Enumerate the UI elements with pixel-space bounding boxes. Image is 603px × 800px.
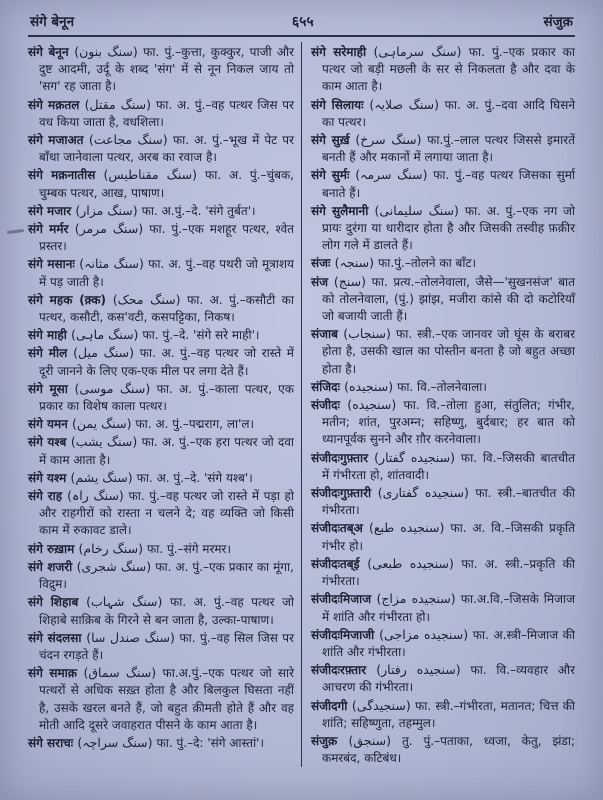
entry-definition: फा. स्त्री.–बातचीत की गंभीरता।: [322, 486, 575, 518]
entry-headword: संगे मूसा: [28, 381, 75, 396]
entry-urdu-script: (سنجيده طبع): [368, 520, 451, 536]
dictionary-entry: [311, 484, 575, 519]
dictionary-entry: [28, 131, 294, 166]
entry-headword: संजीदःतब्अ: [311, 521, 369, 536]
columns-container: [28, 37, 575, 767]
entry-definition: फा. वि.–तोलनेवाला।: [397, 379, 487, 394]
dictionary-entry: [311, 519, 575, 554]
right-column: [302, 37, 575, 767]
dictionary-entry: [28, 487, 294, 540]
entry-urdu-script: (سنجہ): [334, 255, 379, 271]
entry-definition: फा. अ. पुं.–एक प्रकार का मूंगा, विद्रुम।: [39, 559, 294, 592]
entry-headword: संगे यमन: [28, 417, 73, 432]
entry-definition: फा. पुं.–दे. 'संगे सरे माही'।: [142, 328, 260, 343]
entry-urdu-script: (سنجيده گفتار): [374, 449, 461, 465]
dictionary-entry: [28, 291, 294, 326]
dictionary-entry: [28, 326, 294, 344]
entry-headword: संगे यश्ब: [28, 435, 71, 450]
left-column: [28, 37, 301, 767]
entry-headword: संगे संदलसा: [28, 630, 87, 645]
entry-definition: फा.पुं.–तोलने का बाँट।: [378, 256, 477, 271]
entry-definition: फा. स्त्री.–एक जानवर जो घूंस के बराबर होता है, उसकी खाल का पोस्तीन बनता है जो बहुत अच्छा होता है।: [322, 327, 575, 376]
entry-urdu-script: (سنگ مجاعت): [88, 132, 173, 148]
entry-definition: फा. पुं.–कुत्ता, कुक्कुर, पाजी और दुष्ट आदमी, उर्दू के शब्द 'संग' में से नून निकल जाय तो 'सग' रह जाता है।: [39, 45, 295, 94]
entry-headword: संगे सरेमाही: [311, 45, 374, 59]
entry-definition: फा. पुं.–एक प्रकार का पत्थर जो बड़ी मछली के सर से निकलता है और दवा के काम आता है।: [322, 45, 575, 94]
page-number: ६५५: [291, 14, 314, 30]
dictionary-entry: [28, 433, 294, 468]
entry-definition: फा. पुं.–वह सिल जिस पर चंदन रगड़ते हैं।: [39, 630, 294, 662]
entry-definition: फा. अ.स्त्री–मिजाज की शांति और गंभीरता।: [322, 627, 576, 659]
entry-headword: संजीदःमिजाज: [311, 592, 377, 607]
entry-headword: संगे शजरी: [28, 559, 77, 574]
dictionary-entry: [311, 555, 575, 590]
entry-urdu-script: (سنگ مقتل): [84, 96, 156, 112]
entry-urdu-script: (سنگ يشب): [70, 434, 142, 450]
entry-headword: संजीदःगुफ़्तारी: [311, 486, 378, 501]
entry-headword: संगे मील: [28, 346, 74, 361]
entry-urdu-script: (سنجاب): [343, 326, 396, 342]
entry-definition: फा.पुं.–लाल पत्थर जिससे इमारतें बनती हैं और मकानों में लगाया जाता है।: [322, 133, 575, 165]
entry-definition: फा. अ. पुं.–वह पत्थर जो रास्ते में दूरी जानने के लिए एक-एक मील पर लगा देते हैं।: [39, 346, 294, 378]
entry-urdu-script: (سنگ مثانہ): [79, 256, 149, 272]
dictionary-entry: [311, 43, 575, 96]
entry-definition: फा. अ. पुं.–कसौटी का पत्थर, कसौटी, कस'वटी, कसपट्टिका, निकष।: [39, 292, 295, 325]
entry-headword: संगे यश्म: [28, 470, 71, 485]
entry-urdu-script: (سنجيده مزاجی): [379, 626, 473, 642]
dictionary-entry: [28, 558, 294, 593]
entry-urdu-script: (سنجيدگی): [351, 697, 416, 713]
entry-headword: संगे मर्मर: [28, 222, 75, 237]
dictionary-entry: [311, 273, 575, 326]
entry-urdu-script: (سنگ صندل سا): [86, 629, 180, 645]
dictionary-entry: [28, 202, 294, 220]
entry-definition: फा. अ. वि.–जिसकी प्रकृति गंभीर हो।: [322, 521, 575, 553]
entry-urdu-script: (سنگ سراچہ): [77, 734, 157, 750]
entry-headword: संगे मसानः: [28, 257, 80, 272]
entry-definition: फा. अ. पुं.–दे. 'संगे यश्ब'।: [136, 470, 253, 485]
dictionary-entry: [28, 96, 294, 131]
entry-headword: संजः: [311, 256, 335, 271]
dictionary-entry: [28, 469, 294, 487]
dictionary-entry: [311, 732, 575, 767]
entry-urdu-script: (سنجيده رفتار): [376, 662, 471, 678]
entry-definition: फा. अ. पुं.–काला पत्थर, एक प्रकार का विशेष काला पत्थर।: [39, 381, 295, 414]
entry-definition: फा. अ. पुं.–चुंबक, चुम्बक पत्थर, आख, पाषाण।: [39, 168, 294, 200]
dictionary-entry: [311, 449, 575, 484]
dictionary-entry: [311, 166, 575, 201]
entry-headword: संगे सराचः: [28, 735, 78, 750]
entry-urdu-script: (سنج): [333, 273, 372, 289]
entry-headword: संगे सुलैमानी: [311, 203, 375, 218]
entry-urdu-script: (سنگ مرمر): [74, 221, 150, 237]
entry-headword: संगे सुर्मः: [311, 168, 356, 183]
entry-headword: संगे मक़तल: [28, 97, 85, 112]
dictionary-entry: [28, 380, 294, 415]
entry-definition: फा. अ. पुं.–वह पत्थर जिस पर वध किया जाता है, वधशिला।: [39, 97, 295, 129]
entry-headword: संजीदगी: [311, 698, 352, 713]
entry-headword: संगे माही: [28, 328, 71, 343]
entry-headword: संजीदःगुफ़्तार: [311, 450, 375, 465]
entry-definition: फा.अ.वि.–जिसके मिजाज में शांति और गंभीरता हो।: [322, 592, 575, 624]
entry-urdu-script: (سنجيده): [344, 378, 398, 394]
entry-definition: फा.अ.पुं.–एक पत्थर जो सारे पत्थरों से अधिक सख़्त होता है और बिलकुल घिसता नहीं है, उसके खरल बनते हैं, जो बहुत क़ीमती होते हैं और वह मोती आदि दूसरे जवाहरात पीसने के काम आता है।: [39, 666, 294, 732]
entry-urdu-script: (سنگ شجری): [76, 558, 156, 574]
entry-urdu-script: (سنگ مزار): [75, 202, 142, 218]
entry-urdu-script: (سنجيده): [347, 397, 404, 413]
entry-urdu-script: (سنگ رخام): [78, 540, 147, 556]
dictionary-entry: [28, 734, 294, 752]
entry-urdu-script: (سنگ ماہی): [71, 327, 143, 343]
entry-urdu-script: (سنگ بنون): [74, 44, 144, 59]
entry-headword: संजिदः: [311, 379, 345, 394]
dictionary-entry: [311, 590, 575, 625]
entry-definition: फा. प्रत्य.–तोलनेवाला, जैसे—'सुखनसंज' बात को तोलनेवाला, (पुं.) झांझ, मजीरा कांसे की दो कटोरियाँ जो बजायी जाती हैं।: [322, 274, 576, 324]
entry-urdu-script: (سنگ شہاب): [86, 594, 170, 610]
dictionary-entry: [311, 202, 575, 255]
entry-definition: फा. अ. पुं.–भूख में पेट पर बाँधा जानेवाला पत्थर, अरब का रवाज है।: [39, 133, 294, 165]
entry-urdu-script: (سنگ يشم): [70, 469, 137, 485]
entry-definition: फा. पुं.–एक मशहूर पत्थर, श्वेत प्रस्तर।: [39, 222, 294, 254]
entry-urdu-script: (سنگ سرمہ): [355, 167, 434, 183]
entry-definition: फा. अ.पुं.–दे. 'संगे तुर्बत'।: [141, 203, 256, 218]
dictionary-entry: [311, 626, 575, 661]
dictionary-entry: [28, 415, 294, 433]
entry-headword: संगे महक (क़्क): [28, 292, 113, 307]
entry-headword: संजीदःरफ़्तार: [311, 663, 377, 678]
entry-urdu-script: (سنگ سماق): [83, 665, 163, 681]
entry-definition: फा. पुं.–दे: 'संगे आस्तां'।: [156, 735, 265, 750]
entry-definition: फा. वि.–व्यवहार और आचरण की गंभीरता।: [322, 663, 575, 695]
entry-urdu-script: (سنگ سليمانی): [374, 202, 465, 218]
entry-definition: फा. वि.–तोला हुआ, संतुलित; गंभीर, मतीन; शांत, पुरअम्न; सहिष्णु, बुर्दबार; हर बात को ध्यानपूर्वक सुनने और ग़ौर करनेवाला।: [322, 398, 575, 447]
entry-urdu-script: (سنگ ميل): [73, 345, 140, 361]
entry-headword: संजीदःतब्ई: [311, 556, 368, 571]
entry-headword: संगे सिलायः: [311, 97, 370, 112]
entry-urdu-script: (سنجق): [348, 732, 402, 748]
margin-pencil-mark: [7, 229, 24, 234]
entry-headword: संगे राह: [28, 489, 68, 504]
entry-urdu-script: (سنگ سرماہی): [373, 44, 469, 59]
entry-definition: फा. अ. पुं.–वह पत्थर जो शिहाबे साक़िब के गिरने से बन जाता है, उल्का-पाषाण।: [39, 595, 294, 627]
dictionary-entry: [311, 131, 575, 166]
dictionary-entry: [311, 254, 575, 272]
entry-definition: फा. अ. पुं.–वह पथरी जो मूत्राशय में पड़ जाती है।: [39, 257, 294, 289]
entry-urdu-script: (سنگ صلایہ): [369, 96, 445, 112]
entry-urdu-script: (سنجيده گفتاری): [377, 485, 476, 501]
entry-urdu-script: (سنگ راہ): [67, 488, 129, 504]
entry-definition: फा. स्त्री.–गंभीरता, मतानत; चित्त की शांति; सहिष्णुता, तहम्मुल।: [322, 698, 575, 730]
entry-headword: संगे मजाअत: [28, 133, 89, 148]
dictionary-entry: [311, 96, 575, 131]
entry-definition: फा. वि.–जिसकी बातचीत में गंभीरता हो, शांतवादी।: [322, 450, 576, 482]
dictionary-entry: [28, 540, 294, 558]
entry-headword: संगे रुख़ाम: [28, 541, 79, 556]
entry-urdu-script: (سنگ مقناطيس): [103, 167, 205, 183]
entry-headword: संजुक़: [311, 733, 349, 748]
entry-definition: तु. पुं.–पताका, ध्वजा, केतु, झंडा; कमरबंद, कटिबंध।: [322, 733, 575, 766]
entry-definition: फा. अ. पुं.–एक नग जो प्रायः दुरंगा या धारीदार होता है और जिसकी तस्वीह फ़क़ीर लोग गले में डालते हैं।: [322, 203, 575, 253]
header-keyword-left: संगे बेनून: [30, 14, 75, 30]
header-keyword-right: संजुक़: [543, 14, 573, 30]
dictionary-entry: [311, 325, 575, 378]
entry-urdu-script: (سنجيده مزاج): [376, 591, 461, 607]
entry-urdu-script: (سنگ يمن): [72, 416, 136, 432]
entry-definition: फा. अ. पुं.–दवा आदि घिसने का पत्थर।: [322, 97, 575, 129]
entry-headword: संजीदः: [311, 398, 348, 413]
entry-headword: संगे समाक़: [28, 666, 84, 681]
entry-headword: संगे शिहाब: [28, 595, 87, 610]
page-header: [28, 6, 575, 31]
entry-urdu-script: (سنگ سرخ): [355, 132, 428, 148]
entry-urdu-script: (سنگ محک): [112, 291, 188, 307]
dictionary-entry: [28, 220, 294, 255]
dictionary-entry: [28, 664, 294, 734]
dictionary-entry: [28, 166, 294, 201]
entry-definition: फा. पुं.–संगे मरमर।: [146, 541, 231, 556]
entry-definition: फा. अ. स्त्री.–प्रकृति की गंभीरता।: [322, 556, 575, 589]
dictionary-entry: [28, 43, 294, 96]
dictionary-entry: [311, 661, 575, 696]
dictionary-entry: [28, 344, 294, 379]
entry-headword: संगे मक़नातीस: [28, 168, 104, 183]
entry-headword: संजीदःमिजाजी: [311, 627, 380, 642]
dictionary-entry: [311, 697, 575, 732]
entry-definition: फा. पुं.–वह पत्थर जिसका सुर्मा बनाते हैं।: [322, 168, 576, 200]
dictionary-entry: [311, 378, 575, 396]
entry-definition: फा. अ. पुं.–एक हरा पत्थर जो दवा में काम आता है।: [39, 435, 295, 467]
entry-headword: संजाब: [311, 327, 344, 342]
entry-headword: संगे बेनून: [28, 45, 75, 59]
dictionary-entry: [28, 255, 294, 290]
entry-headword: संगे सुर्ख़: [311, 133, 356, 148]
entry-urdu-script: (سنجيده طبعی): [367, 555, 462, 571]
dictionary-entry: [311, 396, 575, 449]
dictionary-entry: [28, 629, 294, 664]
entry-headword: संगे मजार: [28, 203, 76, 218]
dictionary-entry: [28, 593, 294, 628]
entry-definition: फा. अ. पुं.–पद्मराग, ला'ल।: [135, 417, 255, 432]
entry-headword: संज: [311, 274, 334, 289]
entry-urdu-script: (سنگ موسی): [74, 380, 157, 396]
entry-definition: फा. पुं.–वह पत्थर जो रास्ते में पड़ा हो और राहगीरों को रास्ता न चलने दे; वह व्यक्ति जो किसी काम में रुकावट डाले।: [39, 489, 294, 538]
